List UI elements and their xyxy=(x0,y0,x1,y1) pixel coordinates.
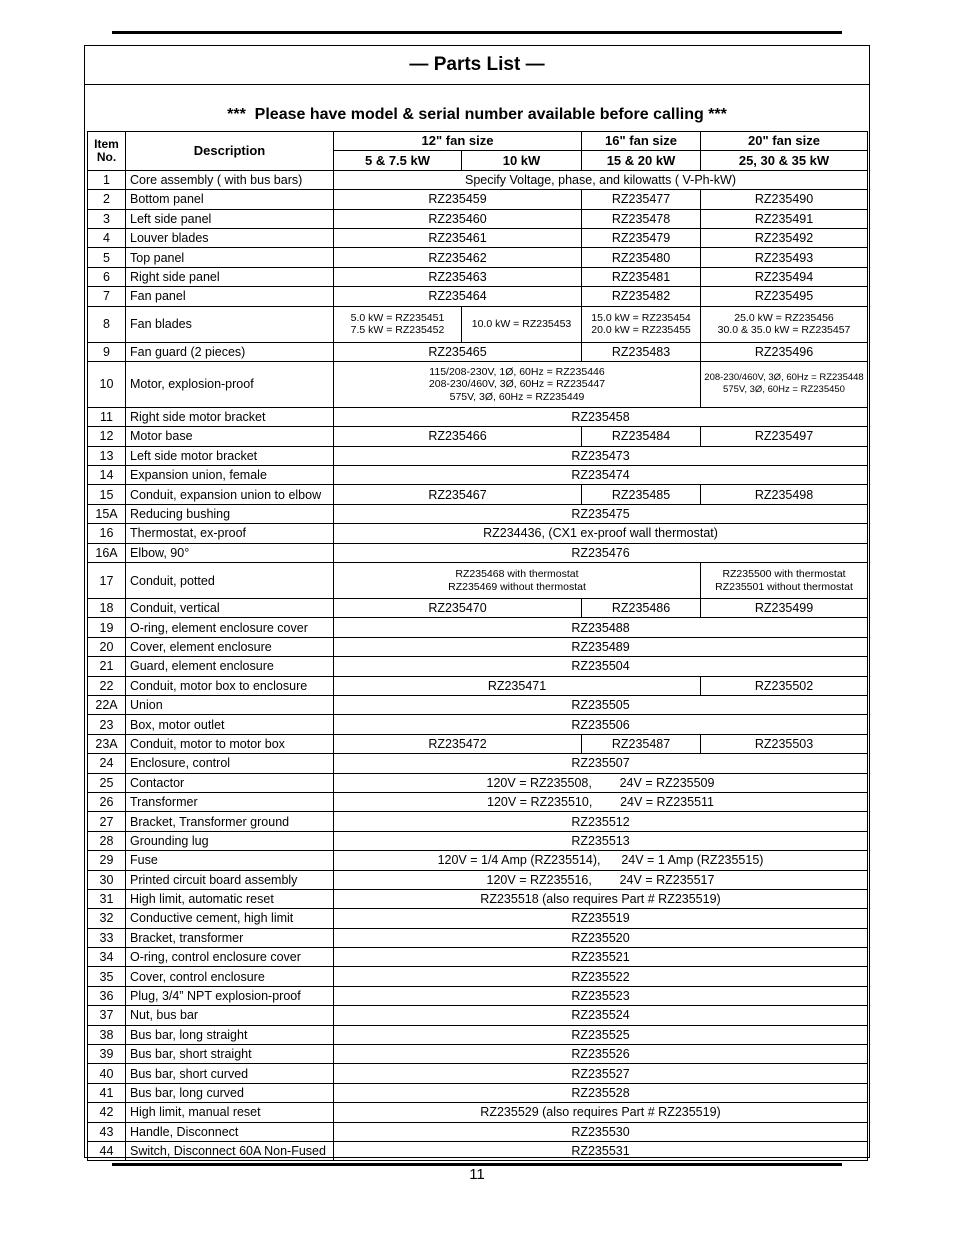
table-row xyxy=(88,446,868,465)
item-number: 18 xyxy=(88,599,126,618)
table-row xyxy=(88,599,868,618)
table-row xyxy=(88,754,868,773)
part-number-cell xyxy=(334,306,462,342)
table-row xyxy=(88,485,868,504)
item-description: Top panel xyxy=(126,248,334,267)
item-description: Bracket, Transformer ground xyxy=(126,812,334,831)
item-number: 26 xyxy=(88,792,126,811)
part-number-cell: RZ235470 xyxy=(334,599,582,618)
part-number-line: 115/208-230V, 1Ø, 60Hz = RZ235446 xyxy=(429,365,605,378)
part-number-cell xyxy=(334,361,701,407)
header-description: Description xyxy=(126,132,334,171)
part-number-cell: RZ235462 xyxy=(334,248,582,267)
part-number-cell: RZ235520 xyxy=(334,928,868,947)
part-number-cell: RZ235524 xyxy=(334,1006,868,1025)
part-number-line: 20.0 kW = RZ235455 xyxy=(591,324,691,337)
part-number-cell: RZ235458 xyxy=(334,407,868,426)
item-description: Elbow, 90° xyxy=(126,543,334,562)
table-row xyxy=(88,543,868,562)
item-number: 6 xyxy=(88,267,126,286)
part-number-line: 5.0 kW = RZ235451 xyxy=(350,311,445,324)
part-number-cell: RZ235459 xyxy=(334,190,582,209)
item-number: 37 xyxy=(88,1006,126,1025)
item-description: Grounding lug xyxy=(126,831,334,850)
item-number: 33 xyxy=(88,928,126,947)
part-number-cell: RZ235521 xyxy=(334,948,868,967)
header-kw-25-35: 25, 30 & 35 kW xyxy=(701,151,868,170)
table-row xyxy=(88,267,868,286)
table-row xyxy=(88,228,868,247)
part-number-cell: RZ235487 xyxy=(582,734,701,753)
part-number-line: RZ235468 with thermostat xyxy=(455,568,579,581)
parts-list-frame xyxy=(84,45,870,1158)
table-row xyxy=(88,792,868,811)
item-description: Louver blades xyxy=(126,228,334,247)
item-number: 44 xyxy=(88,1141,126,1160)
top-rule xyxy=(112,31,842,34)
part-number-cell: RZ235473 xyxy=(334,446,868,465)
item-number: 39 xyxy=(88,1045,126,1064)
table-row xyxy=(88,1103,868,1122)
part-number-cell: RZ235499 xyxy=(701,599,868,618)
item-description: Conduit, motor to motor box xyxy=(126,734,334,753)
item-number: 14 xyxy=(88,466,126,485)
part-number-cell: RZ235494 xyxy=(701,267,868,286)
item-number: 17 xyxy=(88,563,126,599)
header-fan-12: 12" fan size xyxy=(334,132,582,151)
item-number: 23 xyxy=(88,715,126,734)
part-number-line: 30.0 & 35.0 kW = RZ235457 xyxy=(717,324,851,337)
part-number-cell: RZ235491 xyxy=(701,209,868,228)
item-description: Bus bar, short straight xyxy=(126,1045,334,1064)
table-row xyxy=(88,812,868,831)
table-row xyxy=(88,851,868,870)
part-number-cell: RZ235531 xyxy=(334,1141,868,1160)
item-description: Handle, Disconnect xyxy=(126,1122,334,1141)
item-description: Core assembly ( with bus bars) xyxy=(126,170,334,189)
header-item-no xyxy=(88,132,126,171)
part-number-cell: RZ235527 xyxy=(334,1064,868,1083)
part-number-cell: RZ235526 xyxy=(334,1045,868,1064)
part-number-line: 25.0 kW = RZ235456 xyxy=(734,311,834,324)
table-row xyxy=(88,407,868,426)
item-number: 27 xyxy=(88,812,126,831)
table-row xyxy=(88,1141,868,1160)
part-number-cell: RZ235530 xyxy=(334,1122,868,1141)
table-row xyxy=(88,563,868,599)
item-description: Contactor xyxy=(126,773,334,792)
part-number-cell xyxy=(701,563,868,599)
part-number-cell: RZ235498 xyxy=(701,485,868,504)
item-description: Reducing bushing xyxy=(126,504,334,523)
table-row xyxy=(88,967,868,986)
item-description: Fan blades xyxy=(126,306,334,342)
item-number: 31 xyxy=(88,889,126,908)
table-row xyxy=(88,1045,868,1064)
part-number-line: RZ235469 without thermostat xyxy=(448,580,586,593)
item-number: 4 xyxy=(88,228,126,247)
parts-table xyxy=(87,131,868,1161)
table-row xyxy=(88,504,868,523)
item-number: 28 xyxy=(88,831,126,850)
part-number-line: RZ235501 without thermostat xyxy=(715,580,853,593)
header-fan-20: 20" fan size xyxy=(701,132,868,151)
item-number: 15 xyxy=(88,485,126,504)
part-number-line: 575V, 3Ø, 60Hz = RZ235449 xyxy=(449,390,585,403)
table-row xyxy=(88,1006,868,1025)
item-number: 23A xyxy=(88,734,126,753)
item-number: 16 xyxy=(88,524,126,543)
table-row xyxy=(88,361,868,407)
item-number: 1 xyxy=(88,170,126,189)
item-description: Transformer xyxy=(126,792,334,811)
part-number-cell: RZ235506 xyxy=(334,715,868,734)
part-number-line: 15.0 kW = RZ235454 xyxy=(591,311,691,324)
item-number: 43 xyxy=(88,1122,126,1141)
table-row xyxy=(88,190,868,209)
part-number-line: RZ235500 with thermostat xyxy=(722,568,846,581)
item-description: Conduit, vertical xyxy=(126,599,334,618)
table-row xyxy=(88,831,868,850)
part-number-cell: RZ235464 xyxy=(334,287,582,306)
item-description: Expansion union, female xyxy=(126,466,334,485)
calling-notice: *** Please have model & serial number available before calling *** xyxy=(227,106,727,123)
table-row xyxy=(88,637,868,656)
item-number: 25 xyxy=(88,773,126,792)
header-item-no-label: Item No. xyxy=(94,136,119,164)
item-description: Bottom panel xyxy=(126,190,334,209)
part-number-cell: 120V = 1/4 Amp (RZ235514), 24V = 1 Amp (RZ235515) xyxy=(334,851,868,870)
item-description: Plug, 3/4” NPT explosion-proof xyxy=(126,986,334,1005)
part-number-cell: RZ235477 xyxy=(582,190,701,209)
part-number-cell: RZ235460 xyxy=(334,209,582,228)
part-number-cell: RZ235490 xyxy=(701,190,868,209)
item-description: Motor, explosion-proof xyxy=(126,361,334,407)
item-number: 29 xyxy=(88,851,126,870)
item-description: Union xyxy=(126,695,334,714)
part-number-cell: RZ235505 xyxy=(334,695,868,714)
item-description: Conduit, expansion union to elbow xyxy=(126,485,334,504)
table-row xyxy=(88,986,868,1005)
item-description: Printed circuit board assembly xyxy=(126,870,334,889)
item-description: Right side motor bracket xyxy=(126,407,334,426)
parts-table-body xyxy=(88,170,868,1161)
part-number-cell: RZ235497 xyxy=(701,427,868,446)
part-number-cell: RZ235476 xyxy=(334,543,868,562)
part-number-cell: RZ235463 xyxy=(334,267,582,286)
part-number-cell: RZ235528 xyxy=(334,1083,868,1102)
item-number: 40 xyxy=(88,1064,126,1083)
part-number-cell: RZ235512 xyxy=(334,812,868,831)
item-description: Cover, control enclosure xyxy=(126,967,334,986)
part-number-cell: RZ235474 xyxy=(334,466,868,485)
table-row xyxy=(88,948,868,967)
item-number: 7 xyxy=(88,287,126,306)
item-description: O-ring, control enclosure cover xyxy=(126,948,334,967)
item-description: Conductive cement, high limit xyxy=(126,909,334,928)
item-number: 10 xyxy=(88,361,126,407)
table-row xyxy=(88,170,868,189)
page-title: — Parts List — xyxy=(85,46,869,85)
part-number-cell: RZ235472 xyxy=(334,734,582,753)
item-description: Fan panel xyxy=(126,287,334,306)
header-fan-16: 16" fan size xyxy=(582,132,701,151)
part-number-cell: RZ235513 xyxy=(334,831,868,850)
item-number: 21 xyxy=(88,657,126,676)
item-description: Bus bar, long curved xyxy=(126,1083,334,1102)
part-number-cell: RZ235466 xyxy=(334,427,582,446)
table-row xyxy=(88,1083,868,1102)
item-number: 12 xyxy=(88,427,126,446)
part-number-cell: RZ235485 xyxy=(582,485,701,504)
item-description: Bracket, transformer xyxy=(126,928,334,947)
item-description: Bus bar, long straight xyxy=(126,1025,334,1044)
table-row xyxy=(88,248,868,267)
part-number-cell: RZ235467 xyxy=(334,485,582,504)
part-number-cell: 120V = RZ235516, 24V = RZ235517 xyxy=(334,870,868,889)
item-number: 20 xyxy=(88,637,126,656)
part-number-cell: RZ235486 xyxy=(582,599,701,618)
item-number: 32 xyxy=(88,909,126,928)
item-description: Motor base xyxy=(126,427,334,446)
item-description: Conduit, potted xyxy=(126,563,334,599)
item-number: 41 xyxy=(88,1083,126,1102)
part-number-cell: RZ235482 xyxy=(582,287,701,306)
part-number-line: 208-230/460V, 3Ø, 60Hz = RZ235447 xyxy=(428,378,606,391)
table-row xyxy=(88,870,868,889)
part-number-cell: RZ235529 (also requires Part # RZ235519) xyxy=(334,1103,868,1122)
page-number: 11 xyxy=(469,1166,485,1183)
table-row xyxy=(88,676,868,695)
part-number-cell: RZ235518 (also requires Part # RZ235519) xyxy=(334,889,868,908)
table-row xyxy=(88,1025,868,1044)
item-number: 35 xyxy=(88,967,126,986)
item-number: 19 xyxy=(88,618,126,637)
item-description: Left side motor bracket xyxy=(126,446,334,465)
table-row xyxy=(88,734,868,753)
item-description: Fuse xyxy=(126,851,334,870)
item-number: 22 xyxy=(88,676,126,695)
part-number-cell xyxy=(462,306,582,342)
table-row xyxy=(88,306,868,342)
part-number-cell: 120V = RZ235508, 24V = RZ235509 xyxy=(334,773,868,792)
item-number: 15A xyxy=(88,504,126,523)
item-description: Conduit, motor box to enclosure xyxy=(126,676,334,695)
item-description: Box, motor outlet xyxy=(126,715,334,734)
part-number-cell: RZ235504 xyxy=(334,657,868,676)
part-number-cell xyxy=(334,563,701,599)
part-number-cell: RZ235480 xyxy=(582,248,701,267)
item-description: High limit, manual reset xyxy=(126,1103,334,1122)
item-number: 2 xyxy=(88,190,126,209)
header-kw-15-20: 15 & 20 kW xyxy=(582,151,701,170)
part-number-cell: RZ235481 xyxy=(582,267,701,286)
item-number: 8 xyxy=(88,306,126,342)
header-kw-10: 10 kW xyxy=(462,151,582,170)
header-row-sizes xyxy=(88,132,868,151)
table-row xyxy=(88,909,868,928)
item-description: Enclosure, control xyxy=(126,754,334,773)
part-number-cell: RZ235461 xyxy=(334,228,582,247)
part-number-cell: RZ235495 xyxy=(701,287,868,306)
part-number-cell: RZ234436, (CX1 ex-proof wall thermostat) xyxy=(334,524,868,543)
part-number-cell: RZ235479 xyxy=(582,228,701,247)
item-number: 34 xyxy=(88,948,126,967)
part-number-cell: RZ235471 xyxy=(334,676,701,695)
table-row xyxy=(88,889,868,908)
item-number: 16A xyxy=(88,543,126,562)
item-description: Left side panel xyxy=(126,209,334,228)
item-number: 3 xyxy=(88,209,126,228)
part-number-cell: RZ235523 xyxy=(334,986,868,1005)
table-row xyxy=(88,427,868,446)
item-description: Fan guard (2 pieces) xyxy=(126,342,334,361)
part-number-cell: RZ235503 xyxy=(701,734,868,753)
item-number: 38 xyxy=(88,1025,126,1044)
table-row xyxy=(88,342,868,361)
part-number-cell xyxy=(582,306,701,342)
part-number-cell: RZ235493 xyxy=(701,248,868,267)
item-description: Cover, element enclosure xyxy=(126,637,334,656)
item-description: Nut, bus bar xyxy=(126,1006,334,1025)
table-row xyxy=(88,287,868,306)
part-number-line: 10.0 kW = RZ235453 xyxy=(471,317,572,330)
part-number-cell: RZ235519 xyxy=(334,909,868,928)
part-number-line: 7.5 kW = RZ235452 xyxy=(350,324,445,337)
table-row xyxy=(88,209,868,228)
header-kw-5-75: 5 & 7.5 kW xyxy=(334,151,462,170)
part-number-line: 208-230/460V, 3Ø, 60Hz = RZ235448 xyxy=(704,371,864,383)
item-description: Switch, Disconnect 60A Non-Fused xyxy=(126,1141,334,1160)
table-row xyxy=(88,466,868,485)
item-description: Right side panel xyxy=(126,267,334,286)
part-number-cell xyxy=(701,306,868,342)
part-number-cell: Specify Voltage, phase, and kilowatts ( V-Ph-kW) xyxy=(334,170,868,189)
part-number-cell: RZ235525 xyxy=(334,1025,868,1044)
table-row xyxy=(88,524,868,543)
item-description: High limit, automatic reset xyxy=(126,889,334,908)
table-row xyxy=(88,1064,868,1083)
part-number-cell: RZ235502 xyxy=(701,676,868,695)
item-number: 42 xyxy=(88,1103,126,1122)
table-row xyxy=(88,1122,868,1141)
part-number-cell: RZ235484 xyxy=(582,427,701,446)
item-number: 5 xyxy=(88,248,126,267)
item-number: 24 xyxy=(88,754,126,773)
part-number-cell xyxy=(701,361,868,407)
table-row xyxy=(88,695,868,714)
item-number: 11 xyxy=(88,407,126,426)
part-number-cell: RZ235522 xyxy=(334,967,868,986)
part-number-cell: 120V = RZ235510, 24V = RZ235511 xyxy=(334,792,868,811)
table-row xyxy=(88,618,868,637)
part-number-cell: RZ235489 xyxy=(334,637,868,656)
item-number: 22A xyxy=(88,695,126,714)
table-row xyxy=(88,715,868,734)
table-row xyxy=(88,928,868,947)
part-number-cell: RZ235478 xyxy=(582,209,701,228)
item-number: 9 xyxy=(88,342,126,361)
item-description: O-ring, element enclosure cover xyxy=(126,618,334,637)
item-description: Bus bar, short curved xyxy=(126,1064,334,1083)
item-number: 30 xyxy=(88,870,126,889)
part-number-cell: RZ235496 xyxy=(701,342,868,361)
part-number-cell: RZ235483 xyxy=(582,342,701,361)
item-number: 13 xyxy=(88,446,126,465)
part-number-line: 575V, 3Ø, 60Hz = RZ235450 xyxy=(723,384,845,396)
part-number-cell: RZ235475 xyxy=(334,504,868,523)
item-description: Guard, element enclosure xyxy=(126,657,334,676)
part-number-cell: RZ235465 xyxy=(334,342,582,361)
part-number-cell: RZ235488 xyxy=(334,618,868,637)
item-description: Thermostat, ex-proof xyxy=(126,524,334,543)
item-number: 36 xyxy=(88,986,126,1005)
table-row xyxy=(88,773,868,792)
part-number-cell: RZ235507 xyxy=(334,754,868,773)
table-row xyxy=(88,657,868,676)
part-number-cell: RZ235492 xyxy=(701,228,868,247)
